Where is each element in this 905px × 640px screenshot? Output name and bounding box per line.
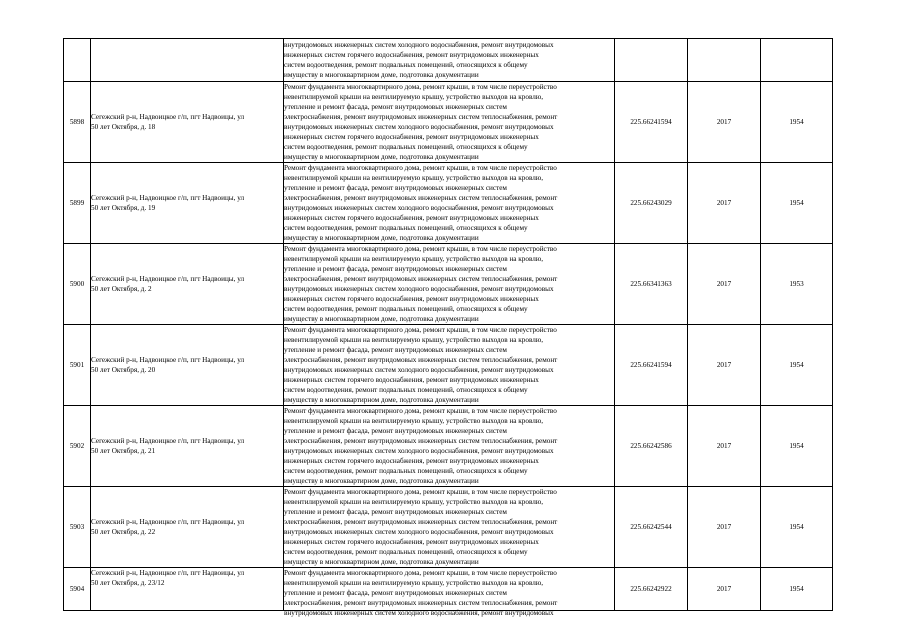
cost-cell: 225.66243029 [615,163,688,244]
works-cell: Ремонт фундамента многоквартирного дома, ремонт крыши, в том числе переустройство невентилируемой крыши на вентилируемую крышу, устройство выходов на кровлю, утепление и ремонт фасада, ремонт внутридомовых инженерных систем электроснабжения, ремонт внутридомовых инженерных систем теплоснабжения, ремонт внутридомовых инженерных систем холодного водоснабжения, ремонт внутридомовых инженерных систем горячего водоснабжения, ремонт внутридомовых инженерных систем водоотведения, ремонт подвальных помещений, относящихся к общему имуществу в многоквартирном доме, подготовка документации [284,325,615,406]
cost-cell: 225.66241594 [615,82,688,163]
built-year-cell: 1954 [761,163,833,244]
address-cell: Сегежский р-н, Надвоицкое г/п, пгт Надвоицы, ул 50 лет Октября, д. 23/12 [91,568,284,611]
registry-table [63,38,833,617]
cost-cell [615,39,688,82]
built-year-cell: 1954 [761,82,833,163]
works-cell: Ремонт фундамента многоквартирного дома, ремонт крыши, в том числе переустройство невентилируемой крыши на вентилируемую крышу, устройство выходов на кровлю, утепление и ремонт фасада, ремонт внутридомовых инженерных систем электроснабжения, ремонт внутридомовых инженерных систем теплоснабжения, ремонт внутридомовых инженерных систем холодного водоснабжения, ремонт внутридомовых инженерных систем горячего водоснабжения, ремонт внутридомовых инженерных систем водоотведения, ремонт подвальных помещений, относящихся к общему имуществу в многоквартирном доме, подготовка документации [284,82,615,163]
works-cell: Ремонт фундамента многоквартирного дома, ремонт крыши, в том числе переустройство невентилируемой крыши на вентилируемую крышу, устройство выходов на кровлю, утепление и ремонт фасада, ремонт внутридомовых инженерных систем электроснабжения, ремонт внутридомовых инженерных систем теплоснабжения, ремонт внутридомовых инженерных систем холодного водоснабжения, ремонт внутридомовых инженерных систем горячего водоснабжения, ремонт внутридомовых инженерных систем водоотведения, ремонт подвальных помещений, относящихся к общему имуществу в многоквартирном доме, подготовка документации [284,406,615,487]
table-row [64,39,833,82]
table-row [64,163,833,244]
built-year-cell [761,39,833,82]
row-number-cell: 5904 [64,568,91,611]
registry-sheet [63,38,833,617]
row-number-cell: 5898 [64,82,91,163]
year-cell: 2017 [688,406,761,487]
cost-cell: 225.66242922 [615,568,688,611]
row-number-cell: 5899 [64,163,91,244]
year-cell: 2017 [688,244,761,325]
table-row [64,82,833,163]
works-cell: Ремонт фундамента многоквартирного дома, ремонт крыши, в том числе переустройство невентилируемой крыши на вентилируемую крышу, устройство выходов на кровлю, утепление и ремонт фасада, ремонт внутридомовых инженерных систем электроснабжения, ремонт внутридомовых инженерных систем теплоснабжения, ремонт внутридомовых инженерных систем холодного водоснабжения, ремонт внутридомовых [284,568,615,611]
cost-cell: 225.66242586 [615,406,688,487]
address-cell: Сегежский р-н, Надвоицкое г/п, пгт Надвоицы, ул 50 лет Октября, д. 22 [91,487,284,568]
address-cell: Сегежский р-н, Надвоицкое г/п, пгт Надвоицы, ул 50 лет Октября, д. 2 [91,244,284,325]
works-cell: Ремонт фундамента многоквартирного дома, ремонт крыши, в том числе переустройство невентилируемой крыши на вентилируемую крышу, устройство выходов на кровлю, утепление и ремонт фасада, ремонт внутридомовых инженерных систем электроснабжения, ремонт внутридомовых инженерных систем теплоснабжения, ремонт внутридомовых инженерных систем холодного водоснабжения, ремонт внутридомовых инженерных систем горячего водоснабжения, ремонт внутридомовых инженерных систем водоотведения, ремонт подвальных помещений, относящихся к общему имуществу в многоквартирном доме, подготовка документации [284,487,615,568]
table-row [64,568,833,611]
table-row [64,406,833,487]
built-year-cell: 1954 [761,487,833,568]
cost-cell: 225.66341363 [615,244,688,325]
works-cell: Ремонт фундамента многоквартирного дома, ремонт крыши, в том числе переустройство невентилируемой крыши на вентилируемую крышу, устройство выходов на кровлю, утепление и ремонт фасада, ремонт внутридомовых инженерных систем электроснабжения, ремонт внутридомовых инженерных систем теплоснабжения, ремонт внутридомовых инженерных систем холодного водоснабжения, ремонт внутридомовых инженерных систем горячего водоснабжения, ремонт внутридомовых инженерных систем водоотведения, ремонт подвальных помещений, относящихся к общему имуществу в многоквартирном доме, подготовка документации [284,244,615,325]
row-number-cell: 5901 [64,325,91,406]
address-cell: Сегежский р-н, Надвоицкое г/п, пгт Надвоицы, ул 50 лет Октября, д. 20 [91,325,284,406]
address-cell: Сегежский р-н, Надвоицкое г/п, пгт Надвоицы, ул 50 лет Октября, д. 19 [91,163,284,244]
built-year-cell: 1953 [761,244,833,325]
table-row [64,244,833,325]
built-year-cell: 1954 [761,325,833,406]
table-row [64,487,833,568]
year-cell: 2017 [688,163,761,244]
cost-cell: 225.66242544 [615,487,688,568]
year-cell [688,39,761,82]
year-cell: 2017 [688,568,761,611]
address-cell: Сегежский р-н, Надвоицкое г/п, пгт Надвоицы, ул 50 лет Октября, д. 18 [91,82,284,163]
row-number-cell: 5902 [64,406,91,487]
address-cell: Сегежский р-н, Надвоицкое г/п, пгт Надвоицы, ул 50 лет Октября, д. 21 [91,406,284,487]
year-cell: 2017 [688,82,761,163]
year-cell: 2017 [688,487,761,568]
row-number-cell: 5903 [64,487,91,568]
year-cell: 2017 [688,325,761,406]
row-number-cell: 5900 [64,244,91,325]
row-number-cell [64,39,91,82]
cost-cell: 225.66241594 [615,325,688,406]
works-cell: Ремонт фундамента многоквартирного дома, ремонт крыши, в том числе переустройство невентилируемой крыши на вентилируемую крышу, устройство выходов на кровлю, утепление и ремонт фасада, ремонт внутридомовых инженерных систем электроснабжения, ремонт внутридомовых инженерных систем теплоснабжения, ремонт внутридомовых инженерных систем холодного водоснабжения, ремонт внутридомовых инженерных систем горячего водоснабжения, ремонт внутридомовых инженерных систем водоотведения, ремонт подвальных помещений, относящихся к общему имуществу в многоквартирном доме, подготовка документации [284,163,615,244]
built-year-cell: 1954 [761,568,833,611]
table-row [64,325,833,406]
built-year-cell: 1954 [761,406,833,487]
works-cell: внутридомовых инженерных систем холодного водоснабжения, ремонт внутридомовых инженерных систем горячего водоснабжения, ремонт внутридомовых инженерных систем водоотведения, ремонт подвальных помещений, относящихся к общему имуществу в многоквартирном доме, подготовка документации [284,39,615,82]
address-cell [91,39,284,82]
